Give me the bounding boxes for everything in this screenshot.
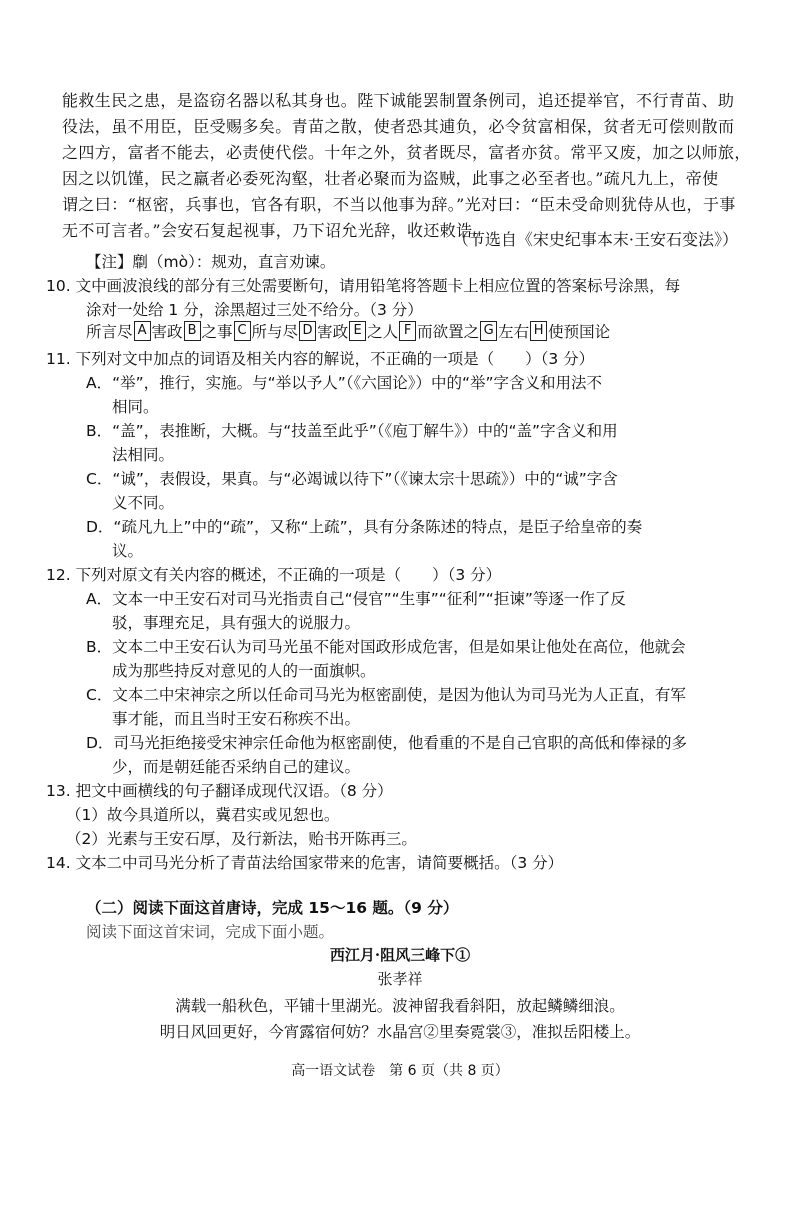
q13-sentence-1: （1）故今具道所以，冀君实或见恕也。	[66, 806, 340, 824]
q10-stem-line2: 涂对一处给 1 分，涂黑超过三处不给分。（3 分）	[86, 301, 423, 319]
answer-box-d[interactable]: D	[299, 321, 316, 341]
q11-option-d-cont: 议。	[112, 542, 144, 560]
q10-text-segment: 之人	[367, 323, 399, 341]
section-2-heading: （二）阅读下面这首唐诗，完成 15～16 题。（9 分）	[86, 899, 459, 917]
answer-box-c[interactable]: C	[234, 321, 251, 341]
answer-box-a[interactable]: A	[134, 321, 151, 341]
q11-option-d: D．“疏凡九上”中的“疏”，又称“上疏”，具有分条陈述的特点，是臣子给皇帝的奏	[86, 518, 643, 536]
q11-stem: 11. 下列对文中加点的词语及相关内容的解说，不正确的一项是（ ）（3 分）	[46, 350, 595, 368]
annotation-note: 【注】劘（mò）：规劝，直言劝谏。	[86, 253, 336, 271]
q11-option-c: C．“诚”，表假设，果真。与“必竭诚以待下”（《谏太宗十思疏》）中的“诚”字含	[86, 470, 618, 488]
passage-line: 无不可言者。”会安石复起视事，乃下诏允光辞，收还敕诰。	[62, 221, 489, 240]
q11-option-b: B．“盖”，表推断，大概。与“技盖至此乎”（《庖丁解牛》）中的“盖”字含义和用	[86, 422, 618, 440]
answer-box-f[interactable]: F	[399, 321, 416, 341]
answer-box-b[interactable]: B	[184, 321, 201, 341]
q11-option-a: A．“举”，推行，实施。与“举以予人”（《六国论》）中的“举”字含义和用法不	[86, 374, 603, 392]
q14-stem: 14. 文本二中司马光分析了青苗法给国家带来的危害，请简要概括。（3 分）	[46, 854, 564, 872]
q11-option-b-cont: 法相同。	[112, 446, 175, 464]
q12-option-b: B．文本二中王安石认为司马光虽不能对国政形成危害，但是如果让他处在高位，他就会	[86, 638, 686, 656]
passage-line: 能救生民之患，是盗窃名器以私其身也。陛下诚能罢制置条例司，追还提举官，不行青苗、助	[62, 91, 735, 110]
q12-option-b-cont: 成为那些持反对意见的人的一面旗帜。	[112, 662, 376, 680]
poem-line-1: 满载一船秋色，平铺十里湖光。波神留我看斜阳，放起鳞鳞细浪。	[175, 997, 625, 1015]
q10-text-segment: 而欲置之	[417, 323, 480, 341]
q13-stem: 13. 把文中画横线的句子翻译成现代汉语。（8 分）	[46, 782, 393, 800]
q11-option-a-cont: 相同。	[112, 398, 159, 416]
q10-segment-boxes	[86, 320, 610, 342]
poem-title: 西江月·阻风三峰下①	[329, 946, 471, 964]
q12-option-c-cont: 事才能，而且当时王安石称疾不出。	[112, 710, 361, 728]
q12-option-a: A．文本一中王安石对司马光指责自己“侵官”“生事”“征利”“拒谏”等逐一作了反	[86, 590, 626, 608]
q12-option-a-cont: 驳，事理充足，具有强大的说服力。	[112, 614, 361, 632]
q10-text-segment: 所与尽	[251, 323, 299, 341]
q13-sentence-2: （2）光素与王安石厚，及行新法，贻书开陈再三。	[66, 830, 417, 848]
q10-stem-line1: 10. 文中画波浪线的部分有三处需要断句，请用铅笔将答题卡上相应位置的答案标号涂黑，每	[46, 277, 681, 295]
answer-box-e[interactable]: E	[349, 321, 366, 341]
q10-text-segment: 害政	[151, 323, 183, 341]
section-2-subheading: 阅读下面这首宋词，完成下面小题。	[86, 923, 335, 941]
passage-line: 因之以饥馑，民之羸者必委死沟壑，壮者必聚而为盗贼，此事之必至者也。”疏凡九上，帝使	[62, 169, 719, 188]
q11-option-c-cont: 义不同。	[112, 494, 175, 512]
q10-text-segment: 左右	[498, 323, 530, 341]
poem-author: 张孝祥	[377, 970, 423, 988]
answer-box-h[interactable]: H	[530, 321, 547, 341]
q10-text-segment: 之事	[201, 323, 233, 341]
q12-option-d-cont: 少，而是朝廷能否采纳自己的建议。	[112, 758, 361, 776]
q12-option-d: D．司马光拒绝接受宋神宗任命他为枢密副使，他看重的不是自己官职的高低和俸禄的多	[86, 734, 687, 752]
passage-line: 谓之曰：“枢密，兵事也，官各有职，不当以他事为辞。”光对曰：“臣未受命则犹侍从也，于事	[62, 195, 736, 214]
poem-line-2: 明日风回更好，今宵露宿何妨？水晶宫②里奏霓裳③，准拟岳阳楼上。	[159, 1023, 641, 1041]
page-footer: 高一语文试卷 第 6 页（共 8 页）	[291, 1063, 509, 1079]
q10-text-segment: 使预国论	[548, 323, 611, 341]
q12-option-c: C．文本二中宋神宗之所以任命司马光为枢密副使，是因为他认为司马光为人正直，有军	[86, 686, 686, 704]
q10-text-segment: 害政	[317, 323, 349, 341]
passage-source: （节选自《宋史纪事本末·王安石变法》）	[452, 230, 738, 249]
passage-line: 之四方，富者不能去，必责使代偿。十年之外，贫者既尽，富者亦贫。常平又废，加之以师旅，	[62, 143, 751, 162]
passage-line: 役法，虽不用臣，臣受赐多矣。青苗之散，使者恐其逋负，必令贫富相保，贫者无可偿则散而	[62, 117, 735, 136]
q12-stem: 12. 下列对原文有关内容的概述，不正确的一项是（ ）（3 分）	[46, 566, 502, 584]
q10-text-segment: 所言尽	[86, 323, 133, 341]
answer-box-g[interactable]: G	[480, 321, 497, 341]
